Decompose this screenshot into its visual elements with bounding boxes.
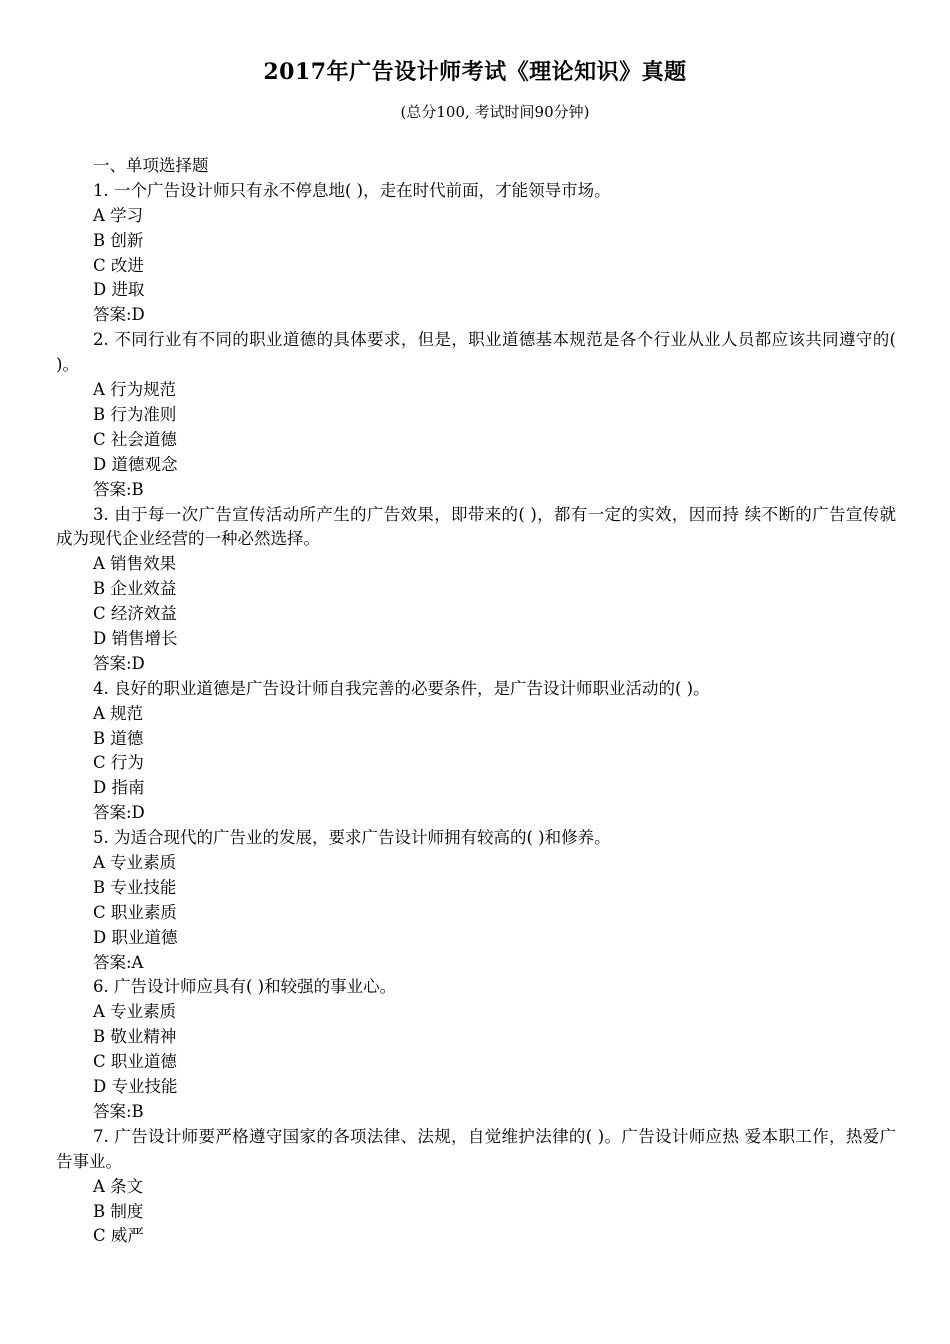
question-option: A 规范 <box>93 703 144 723</box>
question-option: B 专业技能 <box>93 877 177 897</box>
question-option: B 创新 <box>93 230 144 250</box>
question-option: D 销售增长 <box>93 628 178 648</box>
question-stem: 6. 广告设计师应具有( )和较强的事业心。 <box>93 977 397 997</box>
document-title: 2017年广告设计师考试《理论知识》真题 <box>263 59 687 85</box>
question-option: C 威严 <box>93 1226 144 1246</box>
question-answer: 答案:B <box>93 479 144 499</box>
question-option: A 行为规范 <box>93 380 177 400</box>
question-answer: 答案:B <box>93 1101 144 1121</box>
question-option: B 道德 <box>93 728 144 748</box>
question-option: D 进取 <box>93 280 145 300</box>
question-option: A 专业素质 <box>93 853 177 872</box>
question-option: C 职业道德 <box>93 1052 177 1072</box>
question-option: D 职业道德 <box>93 927 178 947</box>
question-stem: 3. 由于每一次广告宣传活动所产生的广告效果，即带来的( )，都有一定的实效，因而持 续不断的广告宣传就成为现代企业经营的一种必然选择。 <box>56 504 896 549</box>
document-subtitle: (总分100, 考试时间90分钟) <box>400 103 590 121</box>
document-body <box>56 154 896 1249</box>
question-option: B 行为准则 <box>93 404 177 424</box>
question-answer: 答案:D <box>93 803 145 823</box>
question-option: B 制度 <box>93 1201 144 1221</box>
question-stem: 4. 良好的职业道德是广告设计师自我完善的必要条件，是广告设计师职业活动的( )。 <box>93 678 710 698</box>
question-option: C 职业素质 <box>93 902 177 922</box>
question-answer: 答案:D <box>93 653 145 673</box>
question-option: C 改进 <box>93 255 144 275</box>
question-option: A 专业素质 <box>93 1002 177 1022</box>
question-stem: 1. 一个广告设计师只有永不停息地( )，走在时代前面，才能领导市场。 <box>93 180 611 200</box>
question-option: C 行为 <box>93 753 144 773</box>
question-option: B 企业效益 <box>93 579 177 599</box>
question-answer: 答案:D <box>93 305 145 325</box>
question-stem: 2. 不同行业有不同的职业道德的具体要求，但是，职业道德基本规范是各个行业从业人员都应该共同遵守的( )。 <box>56 330 896 375</box>
question-answer: 答案:A <box>93 952 144 972</box>
question-option: D 指南 <box>93 778 145 798</box>
question-option: D 专业技能 <box>93 1077 178 1097</box>
question-option: C 经济效益 <box>93 604 177 624</box>
question-stem: 5. 为适合现代的广告业的发展，要求广告设计师拥有较高的( )和修养。 <box>93 828 611 848</box>
question-option: B 敬业精神 <box>93 1027 177 1047</box>
question-stem: 7. 广告设计师要严格遵守国家的各项法律、法规，自觉维护法律的( )。广告设计师应热 爱本职工作，热爱广告事业。 <box>56 1126 896 1171</box>
question-option: A 条文 <box>93 1176 144 1196</box>
question-option: A 学习 <box>93 205 144 225</box>
section-heading: 一、单项选择题 <box>93 156 209 175</box>
question-option: D 道德观念 <box>93 454 178 474</box>
question-option: A 销售效果 <box>93 554 177 574</box>
question-option: C 社会道德 <box>93 429 177 449</box>
